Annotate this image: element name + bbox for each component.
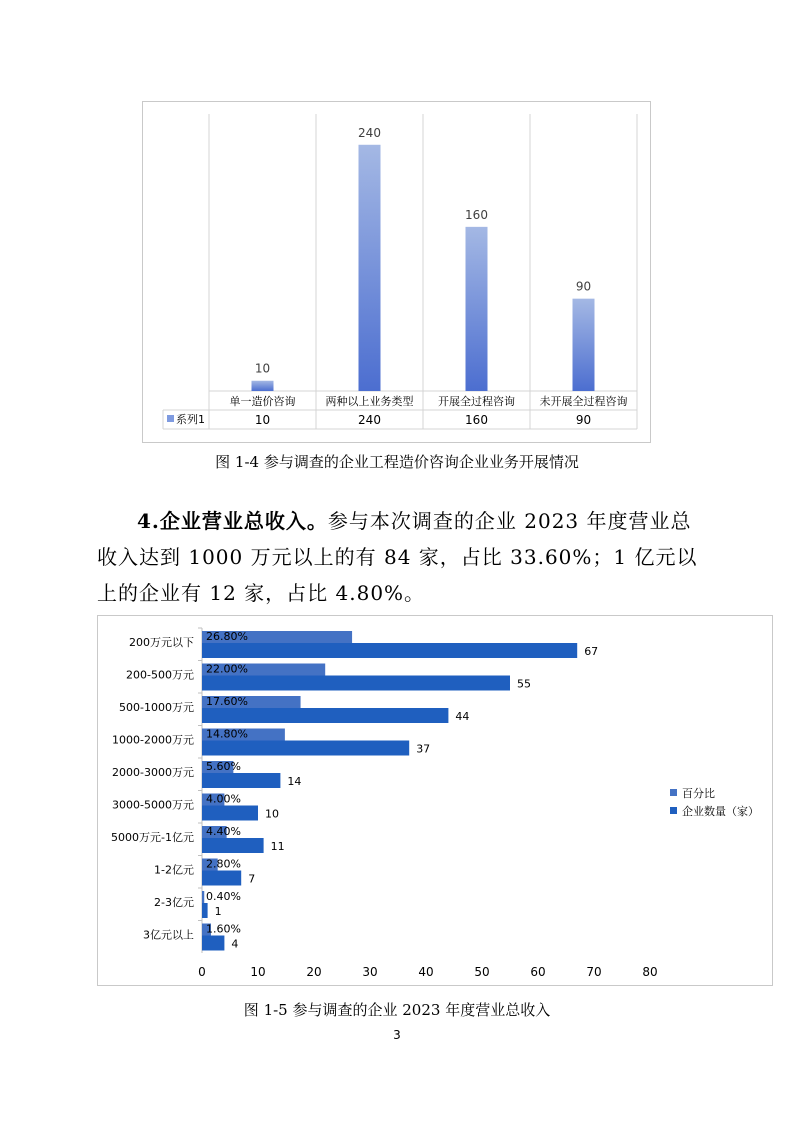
count-label: 44 — [455, 710, 470, 723]
x-tick-label: 80 — [642, 965, 658, 979]
count-label: 37 — [416, 742, 431, 756]
x-tick-label: 70 — [586, 965, 602, 979]
percent-label: 1.60% — [206, 922, 241, 936]
paragraph-heading: 4.企业营业总收入。 — [137, 509, 328, 533]
data-label: 160 — [465, 207, 488, 222]
x-tick-label: 10 — [250, 965, 266, 979]
data-label: 240 — [358, 125, 381, 140]
paragraph-text: 参与本次调查的企业 2023 年度营业总收入达到 1000 万元以上的有 84 家，占比 33.60%；1 亿元以上的企业有 12 家，占比 4.80%。 — [97, 509, 698, 605]
category-label: 1-2亿元 — [154, 863, 194, 877]
legend-key — [167, 415, 174, 422]
category-label: 3000-5000万元 — [112, 798, 194, 812]
percent-label: 0.40% — [206, 890, 241, 903]
x-tick-label: 20 — [306, 965, 322, 979]
percent-label: 5.60% — [206, 760, 241, 773]
count-label: 4 — [231, 937, 239, 951]
legend-key-percent — [670, 789, 677, 796]
bar — [252, 381, 274, 391]
percent-label: 17.60% — [206, 695, 248, 708]
count-label: 10 — [265, 807, 279, 821]
figure-2-chart — [97, 615, 773, 986]
table-value: 160 — [465, 413, 488, 427]
legend-label-count: 企业数量（家） — [682, 805, 759, 818]
x-tick-label: 60 — [530, 965, 546, 979]
table-value: 10 — [254, 413, 271, 427]
page-number: 3 — [393, 1028, 401, 1042]
legend-key-count — [670, 807, 677, 814]
x-tick-label: 40 — [418, 965, 434, 979]
count-label: 67 — [584, 645, 599, 658]
category-label: 200万元以下 — [129, 636, 194, 649]
series-name: 系列1 — [176, 413, 205, 426]
category-label: 2-3亿元 — [154, 896, 194, 909]
data-label: 90 — [575, 279, 592, 294]
figure-1-svg — [143, 102, 650, 442]
count-label: 14 — [287, 775, 302, 788]
percent-label: 4.00% — [206, 792, 241, 806]
count-bar — [202, 773, 280, 788]
data-label: 10 — [254, 361, 271, 376]
x-tick-label: 50 — [474, 965, 490, 979]
category-label: 开展全过程咨询 — [438, 395, 515, 408]
count-label: 1 — [214, 905, 222, 918]
x-tick-label: 30 — [362, 965, 378, 979]
count-label: 7 — [248, 872, 256, 886]
figure-1-chart — [142, 101, 651, 443]
category-label: 单一造价咨询 — [229, 395, 296, 408]
count-bar — [202, 643, 577, 658]
percent-label: 22.00% — [206, 662, 248, 676]
income-paragraph — [97, 503, 707, 611]
percent-label: 2.80% — [206, 857, 241, 871]
category-label: 5000万元-1亿元 — [111, 831, 194, 844]
x-tick-label: 0 — [198, 965, 206, 979]
category-label: 3亿元以上 — [143, 928, 194, 942]
category-label: 未开展全过程咨询 — [539, 395, 628, 408]
figure-2-svg — [98, 616, 772, 985]
table-value: 240 — [358, 413, 381, 427]
bar — [573, 299, 595, 391]
legend-label-percent: 百分比 — [682, 787, 715, 800]
category-label: 两种以上业务类型 — [325, 395, 414, 408]
category-label: 1000-2000万元 — [112, 733, 194, 747]
count-label: 55 — [517, 677, 531, 691]
count-bar — [202, 708, 448, 723]
count-label: 11 — [270, 840, 285, 853]
count-bar — [202, 871, 241, 886]
percent-label: 4.40% — [206, 825, 241, 838]
percent-label: 14.80% — [206, 727, 248, 741]
category-label: 200-500万元 — [126, 668, 194, 682]
category-label: 500-1000万元 — [119, 701, 194, 714]
table-value: 90 — [575, 413, 592, 427]
percent-bar — [202, 891, 204, 903]
percent-label: 26.80% — [206, 630, 248, 643]
figure-1-caption: 图 1-4 参与调查的企业工程造价咨询企业业务开展情况 — [215, 453, 579, 471]
figure-2-caption: 图 1-5 参与调查的企业 2023 年度营业总收入 — [243, 1001, 551, 1019]
count-bar — [202, 676, 510, 691]
count-bar — [202, 936, 224, 951]
bar — [466, 227, 488, 391]
count-bar — [202, 806, 258, 821]
count-bar — [202, 903, 208, 918]
count-bar — [202, 741, 409, 756]
bar — [359, 145, 381, 391]
category-label: 2000-3000万元 — [112, 766, 194, 779]
count-bar — [202, 838, 264, 853]
